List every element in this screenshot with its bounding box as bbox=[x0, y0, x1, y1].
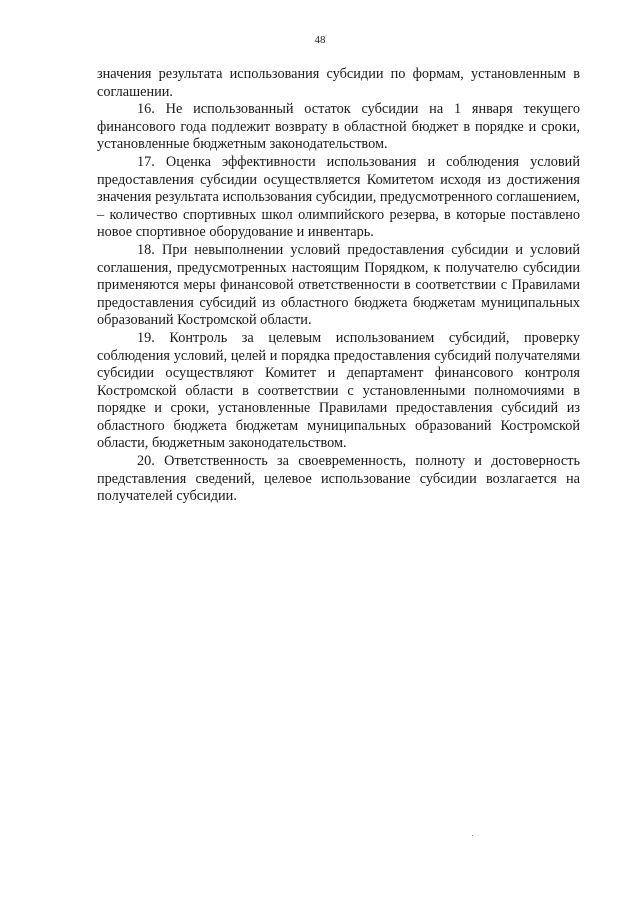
paragraph-19: 19. Контроль за целевым использованием субсидий, проверку соблюдения условий, целей и порядка предоставления субсидий получателями субсидии осуществляют Комитет и департамент финансового контроля Костромской области в соответствии с установленными полномочиями в порядке и сроки, установленные Правилами предоставления субсидий из областного бюджета бюджетам муниципальных образований Костромской области, бюджетным законодательством. bbox=[97, 329, 580, 452]
scan-speck bbox=[472, 835, 473, 836]
paragraph-16: 16. Не использованный остаток субсидии на 1 января текущего финансового года подлежит возврату в областной бюджет в порядке и сроки, установленные бюджетным законодательством. bbox=[97, 101, 580, 153]
page-number: 48 bbox=[314, 34, 326, 46]
paragraph-15-continuation: значения результата использования субсидии по формам, установленным в соглашении. bbox=[97, 66, 580, 100]
paragraph-20: 20. Ответственность за своевременность, полноту и достоверность представления сведений, целевое использование субсидии возлагается на получателей субсидии. bbox=[97, 453, 580, 505]
paragraph-18: 18. При невыполнении условий предоставления субсидии и условий соглашения, предусмотренных настоящим Порядком, к получателю субсидии применяются меры финансовой ответственности в соответствии с Правилами предоставления субсидий из областного бюджета бюджетам муниципальных образований Костромской области. bbox=[97, 241, 580, 329]
paragraph-17: 17. Оценка эффективности использования и соблюдения условий предоставления субсидии осуществляется Комитетом исходя из достижения значения результата использования субсидии, предусмотренного соглашением, – количество спортивных школ олимпийского резерва, в которые поставлено новое спортивное оборудование и инвентарь. bbox=[97, 153, 580, 241]
document-body bbox=[97, 66, 580, 506]
